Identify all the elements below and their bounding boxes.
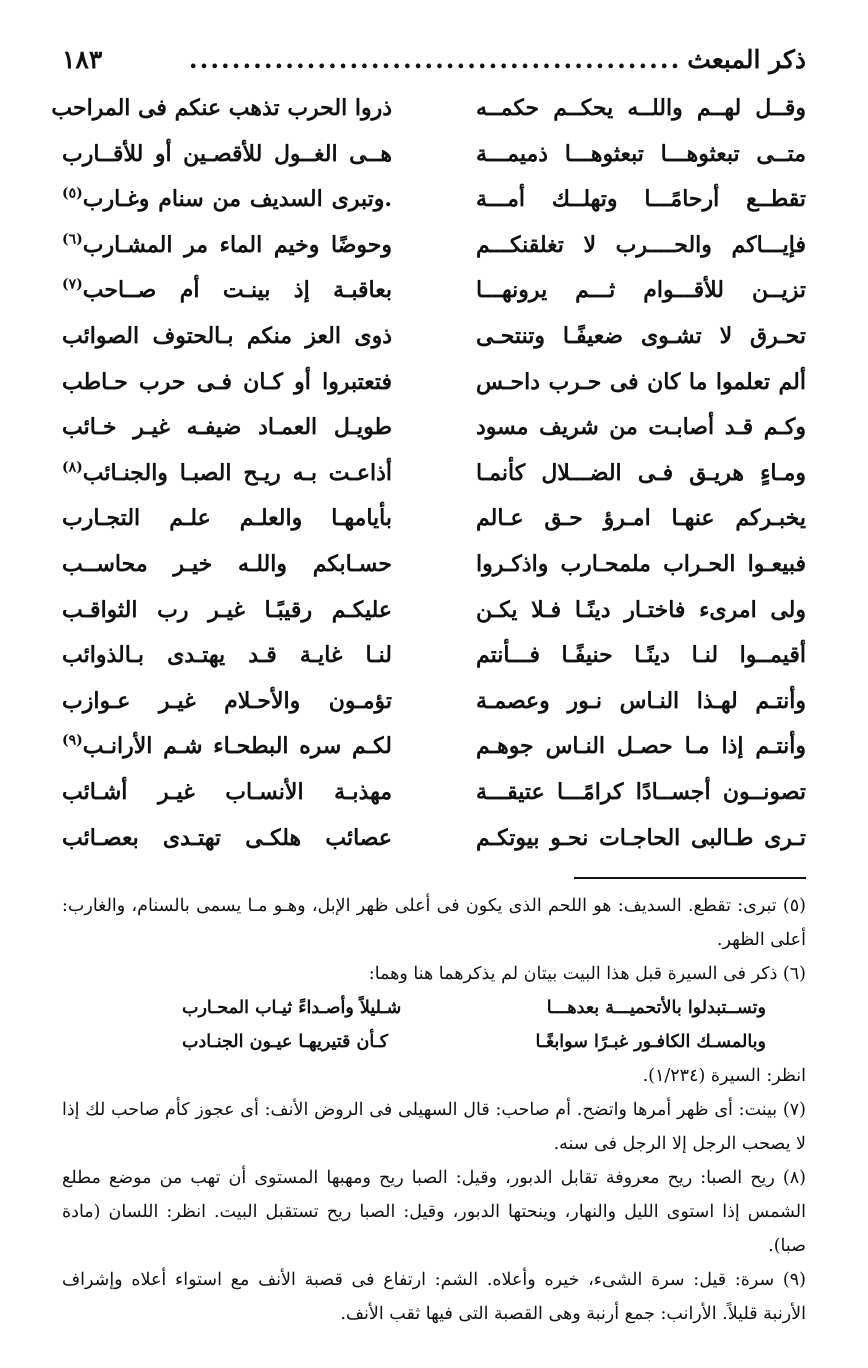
footnote-7: (٧) بينت: أى ظهر أمرها واتضح. أم صاحب: قال السهيلى فى الروض الأنف: أى عجوز كأم صاحب لك إذا لا يصحب الرجل إلا الرجل فى سنه.: [62, 1100, 806, 1155]
footnote-marker: (٦): [62, 231, 83, 248]
verse-second-hemistich-text: .وتبرى السديف من سنام وغـارب: [82, 186, 392, 213]
verse-first-hemistich: ومـاءٍ هريـق فـى الضـــلال كأنمـا: [476, 459, 806, 486]
verse-first-hemistich: وأنتـم لهـذا النـاس نـور وعصمـة: [476, 687, 806, 714]
footnote-6-verse-1a: وتســتبدلوا بالأتحميـــة بعدهـــا: [546, 998, 766, 1019]
verse-second-hemistich: [62, 496, 392, 542]
poem-verse: [51, 86, 806, 132]
verse-second-hemistich: [62, 314, 392, 360]
verse-first-hemistich: تصونــون أجســادًا كرامًـــا عتيقـــة: [476, 778, 806, 805]
footnote-6-verse-2b: كـأن قتيريهـا عيـون الجنـادب: [182, 1032, 389, 1053]
footnote-8: (٨) ريح الصبا: ريح معروفة تقابل الدبور، وقيل: الصبا ريح ومهبها المستوى أن تهب من موضع مطلع الشمس إذا استوى الليل والنهار، وينحتها الدبور، وقيل: الصبا ريح تستقبل البيت. انظر: اللسان (مادة صبا).: [62, 1168, 806, 1257]
verse-first-hemistich: وأنتـم إذا مـا حصـل النـاس جوهـم: [476, 733, 806, 760]
verse-second-hemistich-text: عصائب هلكـى تهتـدى بعصـائب: [62, 824, 392, 851]
leader-dots: ..............................................: [188, 45, 682, 74]
chapter-title: ذكر المبعث: [687, 45, 806, 74]
running-header: [62, 38, 806, 82]
verse-second-hemistich: [62, 770, 392, 816]
poem-verse: [62, 496, 806, 542]
verse-second-hemistich-text: طويـل العمـاد ضيفـه غيـر خـائب: [62, 414, 392, 441]
verse-first-hemistich: يخبـركم عنهـا امـرؤ حـق عـالم: [476, 505, 806, 532]
verse-second-hemistich-text: فتعتبروا أو كـان فـى حرب حـاطب: [62, 368, 392, 395]
verse-second-hemistich-text: بأيامهـا والعلـم علـم التجـارب: [62, 505, 392, 532]
verse-second-hemistich: [62, 405, 392, 451]
footnote-marker: (٨): [62, 459, 83, 476]
verse-second-hemistich: [62, 588, 392, 634]
verse-second-hemistich: [62, 633, 392, 679]
verse-second-hemistich: [62, 451, 392, 497]
verse-second-hemistich-text: أذاعـت بـه ريـح الصبـا والجنـائب: [82, 459, 392, 486]
footnote-9: (٩) سرة: قيل: سرة الشىء، خيره وأعلاه. الشم: ارتفاع فى قصبة الأنف مع استواء أعلاه وإشراف الأرنبة قليلاً. الأرانب: جمع أرنبة وهى القصبة التى فيها ثقب الأنف.: [62, 1270, 806, 1325]
footnote-separator: [574, 877, 806, 879]
verse-second-hemistich: [62, 679, 392, 725]
poem-verse: [62, 268, 806, 314]
footnote-5: (٥) تبرى: تقطع. السديف: هو اللحم الذى يكون فى أعلى ظهر الإبل، وهـو مـا يسمى بالسنام، والغارب: أعلى الظهر.: [62, 896, 806, 951]
footnotes: [62, 889, 806, 1331]
poem-verse: [62, 132, 806, 178]
verse-first-hemistich: تـرى طـالبى الحاجـات نحـو بيوتكـم: [476, 824, 806, 851]
verse-first-hemistich: أقيمــوا لنـا دينًـا حنيفًـا فـــأنتم: [476, 642, 806, 669]
verse-first-hemistich: فبيعـوا الحـراب ملمحـارب واذكـروا: [476, 550, 806, 577]
verse-first-hemistich: تزيــن للأقـــوام ثـــم يرونهـــا: [476, 277, 806, 304]
verse-first-hemistich: تحـرق لا تشـوى ضعيفًـا وتنتحـى: [476, 322, 806, 349]
page-number: ١٨٣: [62, 45, 103, 74]
footnote-6-verse-2a: وبالمسـك الكافـور غبـرًا سوابغًـا: [535, 1032, 766, 1053]
poem-verse: [62, 633, 806, 679]
verse-first-hemistich: تقطــع أرحامًـــا وتهلــك أمـــة: [476, 186, 806, 213]
verse-second-hemistich: [62, 724, 392, 770]
verse-first-hemistich: فإيـــاكم والحــــرب لا تغلقنكـــم: [476, 231, 806, 258]
verse-first-hemistich: وقــل لهــم واللــه يحكــم حكمــه: [476, 95, 806, 121]
verse-second-hemistich: [62, 542, 392, 588]
poem-verse: [62, 588, 806, 634]
verse-second-hemistich: [62, 816, 392, 862]
footnote-marker: (٩): [62, 732, 83, 749]
poem-verse: [62, 724, 806, 770]
verse-second-hemistich: [62, 132, 392, 178]
poem-verse: [62, 542, 806, 588]
poem-verse: [62, 770, 806, 816]
poem-verse: [62, 679, 806, 725]
footnote-6-reference: انظر: السيرة (١/٢٣٤).: [642, 1066, 806, 1087]
verse-first-hemistich: وكـم قـد أصابـت من شريف مسود: [476, 414, 806, 441]
verse-second-hemistich-text: لنـا غايـة قـد يهتـدى بـالذوائب: [62, 642, 392, 669]
poem-verse: [62, 360, 806, 406]
footnote-marker: (٧): [62, 277, 83, 294]
verse-second-hemistich-text: تؤمـون والأحـلام غيـر عـوازب: [62, 687, 392, 714]
poem-verse: [62, 314, 806, 360]
verse-second-hemistich: [62, 223, 392, 269]
verse-second-hemistich-text: مهذبـة الأنسـاب غيـر أشـائب: [62, 778, 392, 805]
poem-verse: [62, 177, 806, 223]
verse-second-hemistich: [62, 360, 392, 406]
poem-verse: [62, 816, 806, 862]
footnote-6: (٦) ذكر فى السيرة قبل هذا البيت بيتان لم يذكرهما هنا وهما:: [368, 964, 806, 985]
verse-second-hemistich-text: ذوى العز منكم بـالحتوف الصوائب: [62, 322, 392, 349]
footnote-separator-wrap: [62, 861, 806, 879]
verse-second-hemistich: [51, 86, 392, 132]
poem-verse: [62, 405, 806, 451]
poem-verse: [62, 451, 806, 497]
verse-first-hemistich: ألم تعلموا ما كان فى حـرب داحـس: [476, 368, 806, 395]
verse-second-hemistich-text: عليكـم رقيبًـا غيـر رب الثواقـب: [62, 596, 392, 623]
footnote-6-verse: [62, 1025, 806, 1059]
verse-second-hemistich-text: وحوضًا وخيم الماء مر المشـارب: [82, 231, 392, 258]
verse-second-hemistich-text: لكـم سره البطحـاء شـم الأرانـب: [82, 733, 392, 760]
poem: [51, 86, 806, 861]
verse-second-hemistich: [62, 177, 392, 223]
verse-second-hemistich-text: ذروا الحرب تذهب عنكم فى المراحب: [51, 95, 392, 121]
verse-second-hemistich-text: حسـابكم واللـه خيـر محاســب: [62, 550, 392, 577]
footnote-marker: (٥): [62, 185, 83, 202]
verse-second-hemistich-text: بعاقبـة إذ بينـت أم صــاحب: [82, 277, 392, 304]
verse-first-hemistich: متــى تبعثوهـــا تبعثوهـــا ذميمـــة: [476, 140, 806, 167]
verse-second-hemistich: [62, 268, 392, 314]
footnote-6-verse-1b: شـليلاً وأصـداءً ثيـاب المحـارب: [182, 998, 402, 1019]
footnote-6-verse: [62, 991, 806, 1025]
verse-second-hemistich-text: هــى الغــول للأقصـين أو للأقــارب: [62, 140, 392, 167]
verse-first-hemistich: ولى امرىء فاختـار دينًـا فـلا يكـن: [476, 596, 806, 623]
poem-verse: [62, 223, 806, 269]
